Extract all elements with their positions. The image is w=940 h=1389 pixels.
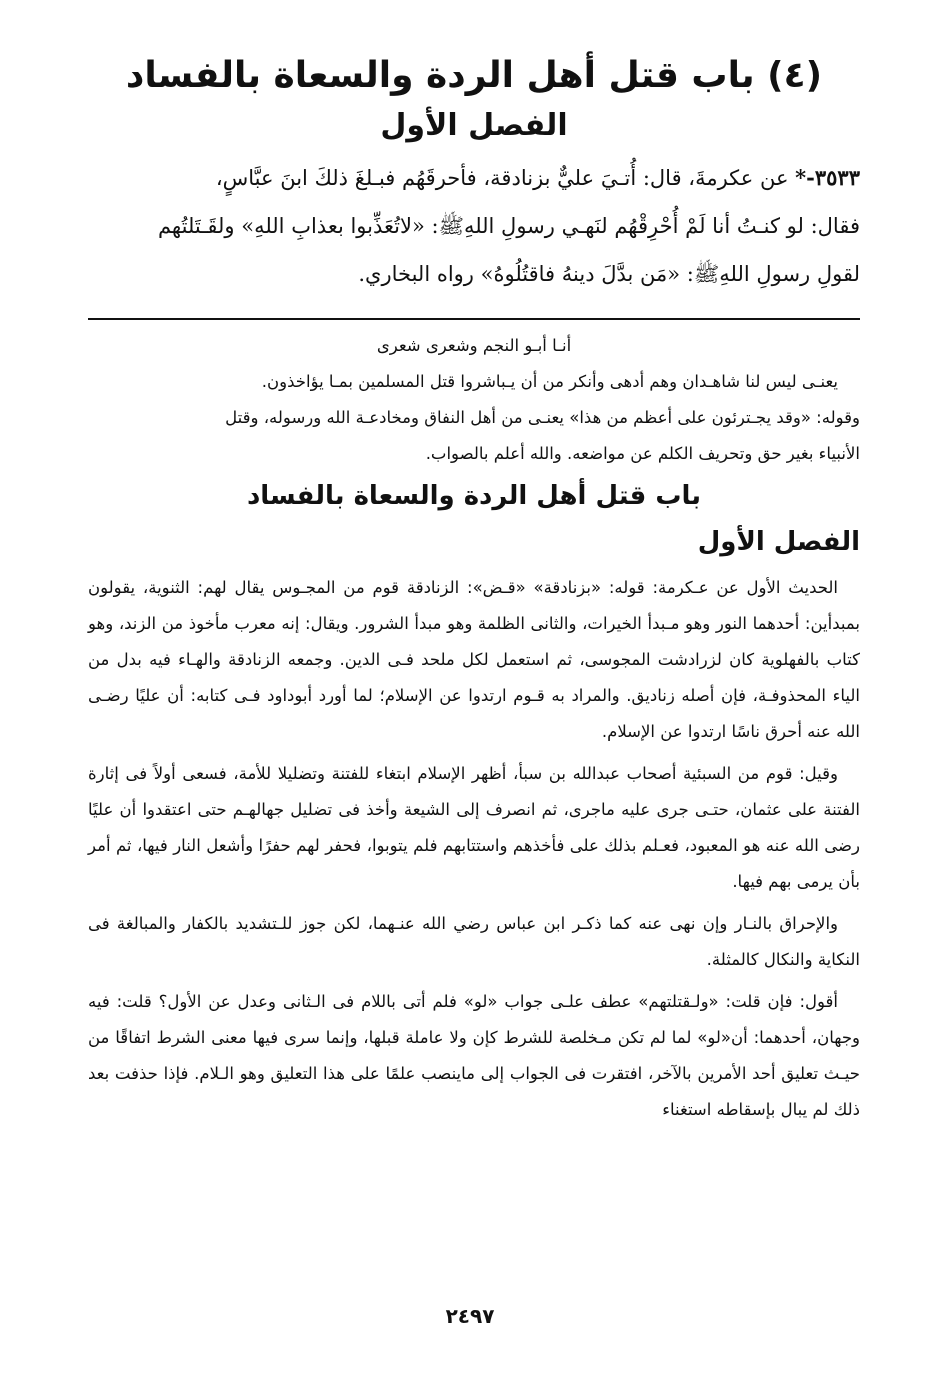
section-title: الفصل الأول xyxy=(380,108,568,143)
commentary-paragraph: أقول: فإن قلت: «ولـقتلتهم» عطف علـى جواب «لو» فلم أتى باللام فى الـثانى وعدل عن الأول؟ قلت: فيه وجهان، أحدهما: أن«لو» لما لم تكن مـخلصة للشرط كإن ولا عاملة قبلها، وإنما سرى فيها معنى الشرط اتفاقًا من حيـث تعليق أحد الأمرين بالآخر، افتقرت فى الجواب إلى ماينصب علمًا على هذا التعليق وهو الـلام. فإذا حذفت بعد ذلك لم يبال بإسقاطه استغناء xyxy=(88,992,860,1119)
hadith-line-1 xyxy=(88,154,860,202)
chapter-title: (٤) باب قتل أهل الردة والسعاة بالفساد xyxy=(125,55,823,96)
commentary-paragraph: الأنبياء بغير حق وتحريف الكلم عن مواضعه. والله أعلم بالصواب. xyxy=(425,444,860,463)
commentary xyxy=(88,328,860,1128)
commentary-paragraph: يعنـى ليس لنا شاهـدان وهم أدهى وأنكر من أن يـباشروا قتل المسلمين بمـا يؤاخذون. xyxy=(261,372,838,391)
hadith-text xyxy=(88,154,860,298)
commentary-paragraph: وقوله: «وقد يجـترئون على أعظم من هذا» يعنـى من أهل النفاق ومخادعـة الله ورسوله، وقتل xyxy=(225,408,860,427)
commentary-chapter-heading: باب قتل أهل الردة والسعاة بالفساد xyxy=(246,481,702,511)
commentary-paragraph: وقيل: قوم من السبئية أصحاب عبدالله بن سبأ، أظهر الإسلام ابتغاء للفتنة وتضليلا للأمة، فسعى أولاً فى إثارة الفتنة على عثمان، حتـى جرى عليه ماجرى، ثم انصرف إلى الشيعة وأخذ فى تضليل جهالهـم حتى اعتقدوا أن عليًا رضى الله عنه هو المعبود، فعـلم بذلك على فأخذهم واستتابهم فلم يتوبوا، فحفر لهم حفرًا وأشعل النار فيها، ثم أمر بأن يرمى بهم فيها. xyxy=(88,764,860,891)
commentary-section-heading: الفصل الأول xyxy=(697,527,860,557)
hadith-line-1-text: عن عكرمةَ، قال: أُتـيَ عليٌّ بزنادقة، فأحرقَهُم فبـلغَ ذلكَ ابنَ عبَّاسٍ، xyxy=(215,166,789,190)
page xyxy=(88,50,860,1128)
commentary-paragraph: الحديث الأول عن عـكرمة: قوله: «بزنادقة» «قـض»: الزنادقة قوم من المجـوس يقال لهم: الثنوية، يقولون بمبدأين: أحدهما النور وهو مـبدأ الخيرات، والثانى الظلمة وهو مبدأ الشرور. ويقال: إنه معرب مأخوذ من الزند، وهو كتاب بالفهلوية كان لزرادشت المجوسى، ثم استعمل لكل ملحد فـى الدين. وجمعه الزنادقة والهـاء فيه بدل من الياء المحذوفـة، فإن أصله زناديق. والمراد به قـوم ارتدوا عن الإسلام؛ لما أورد أبوداود فـى كتابه: أن عليًا رضـى الله عنه أحرق ناسًا ارتدوا عن الإسلام. xyxy=(88,578,860,741)
page-number: ٢٤٩٧ xyxy=(445,1304,495,1328)
hadith-line-2: فقال: لو كنـتُ أنا لَمْ أُحْرِقْهُم لنَهـي رسولِ اللهِﷺ: «لاتُعَذِّبوا بعذابِ اللهِ» ولقَـتَلتُهم xyxy=(157,214,860,238)
hadith-number: ٣٥٣٣-* xyxy=(795,165,860,190)
verse-line: أنـا أبـو النجم وشعرى شعرى xyxy=(376,336,572,355)
footnote-divider xyxy=(88,318,860,320)
commentary-paragraph: والإحراق بالنـار وإن نهى عنه كما ذكـر ابن عباس رضي الله عنـهما، لكن جوز للـتشديد بالكفار والمبالغة فى النكاية والنكال كالمثلة. xyxy=(88,914,860,969)
hadith-line-3: لقولِ رسولِ اللهِﷺ: «مَن بدَّلَ دينهُ فاقتُلُوهُ» رواه البخاري. xyxy=(358,262,860,286)
